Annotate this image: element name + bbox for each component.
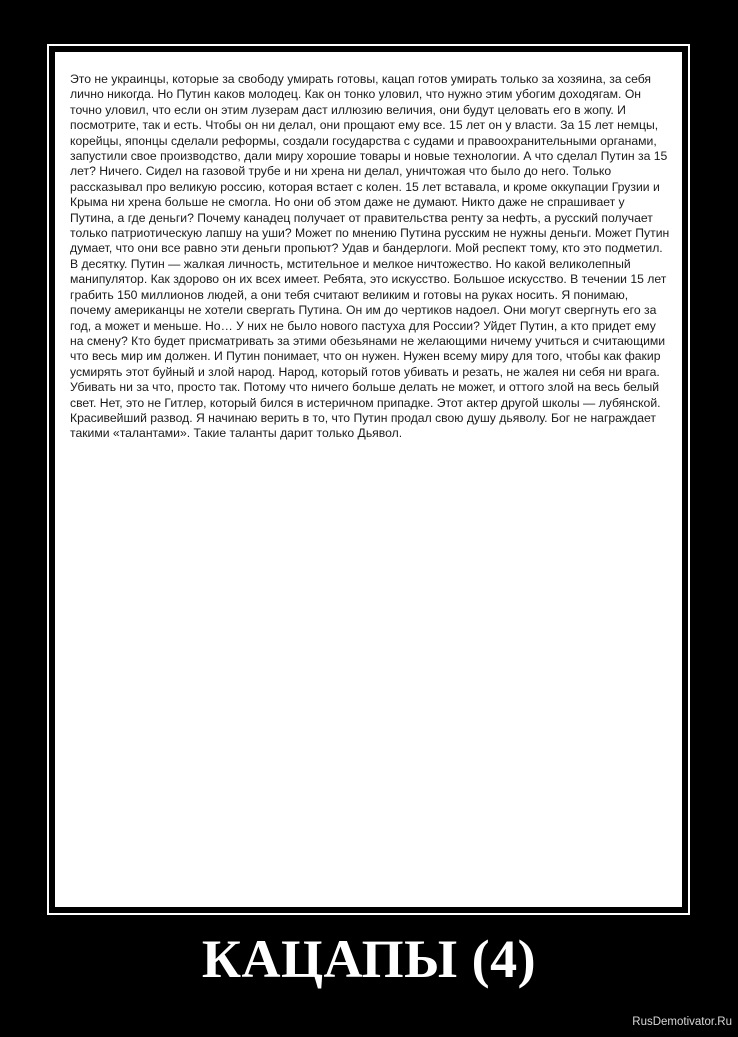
picture-area [55,52,682,907]
body-text: Это не украинцы, которые за свободу умирать готовы, кацап готов умирать только за хозяина, за себя лично никогда. Но Путин каков молодец. Как он тонко уловил, что нужно этим убогим доходягам. Он точно уловил, что если он этим лузерам даст иллюзию величия, они будут целовать его в жопу. И посмотрите, так и есть. Чтобы он ни делал, они прощают ему все. 15 лет он у власти. За 15 лет немцы, корейцы, японцы сделали реформы, создали государства с судами и правоохранительными органами, запустили свое производство, дали миру хорошие товары и новые технологии. А что сделал Путин за 15 лет? Ничего. Сидел на газовой трубе и ни хрена ни делал, уничтожая что было до него. Только рассказывал про великую россию, которая встает с колен. 15 лет вставала, и кроме оккупации Грузии и Крыма ни хрена больше не смогла. Но они об этом даже не думают. Никто даже не спрашивает у Путина, а где деньги? Почему канадец получает от правительства ренту за нефть, а русский получает только патриотическую лапшу на уши? Может по мнению Путина русским не нужны деньги. Может Путин думает, что они все равно эти деньги пропьют? Удав и бандерлоги. Мой респект тому, кто это подметил. В десятку. Путин — жалкая личность, мстительное и мелкое ничтожество. Но какой великолепный манипулятор. Как здорово он их всех имеет. Ребята, это искусство. Большое искусство. В течении 15 лет грабить 150 миллионов людей, а они тебя считают великим и готовы на руках носить. Я понимаю, почему американцы не хотели свергать Путина. Он им до чертиков надоел. Они могут свергнуть его за год, а может и меньше. Но… У них не было нового пастуха для России? Уйдет Путин, а кто придет ему на смену? Кто будет присматривать за этими обезьянами не желающими ничему учиться и считающими что весь мир им должен. И Путин понимает, что он нужен. Нужен всему миру для того, чтобы как факир усмирять этот буйный и злой народ. Народ, который готов убивать и резать, не жалея ни себя ни врага. Убивать ни за что, просто так. Потому что ничего больше делать не может, и оттого злой на весь белый свет. Нет, это не Гитлер, который бился в истеричном припадке. Этот актер другой школы — лубянской. Красивейший развод. Я начинаю верить в то, что Путин продал свою душу дьяволу. Бог не награждает такими «талантами». Такие таланты дарит только Дьявол. [70,72,670,441]
site-watermark: RusDemotivator.Ru [632,1016,732,1028]
poster-caption: КАЦАПЫ (4) [201,929,537,989]
